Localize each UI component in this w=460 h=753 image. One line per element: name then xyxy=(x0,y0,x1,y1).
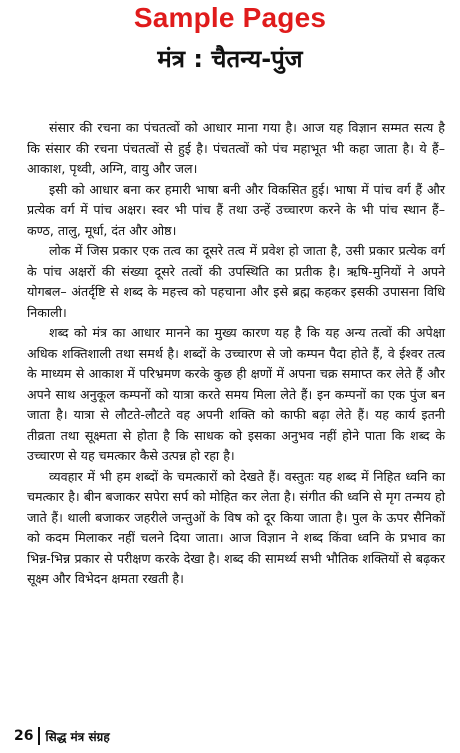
page-footer xyxy=(14,727,110,745)
footer-divider xyxy=(38,727,40,745)
sample-pages-banner: Sample Pages xyxy=(133,2,327,33)
paragraph: लोक में जिस प्रकार एक तत्व का दूसरे तत्व में प्रवेश हो जाता है, उसी प्रकार प्रत्येक वर्ग के पांच अक्षरों की संख्या दूसरे तत्वों की उपस्थिति का प्रतीक है। ऋषि-मुनियों ने अपने योगबल– अंतर्दृष्टि से शब्द के महत्त्व को पहचाना और इसे ब्रह्म कहकर इसकी उपासना विधि निकाली। xyxy=(27,243,445,320)
paragraph: व्यवहार में भी हम शब्दों के चमत्कारों को देखते हैं। वस्तुतः यह शब्द में निहित ध्वनि का चमत्कार है। बीन बजाकर सपेरा सर्प को मोहित कर लेता है। संगीत की ध्वनि से मृग तन्मय हो जाते हैं। थाली बजाकर जहरीले जन्तुओं के विष को दूर किया जाता है। पुल के ऊपर सैनिकों को कदम मिलाकर नहीं चलने दिया जाता। आज विज्ञान ने शब्द किंवा ध्वनि के प्रभाव का भिन्न-भिन्न प्रकार से परीक्षण करके देखा है। शब्द की सामर्थ्य सभी भौतिक शक्तियों से बढ़कर सूक्ष्म और विभेदन क्षमता रखती है। xyxy=(27,468,445,586)
body-text xyxy=(27,118,445,590)
paragraph: शब्द को मंत्र का आधार मानने का मुख्य कारण यह है कि यह अन्य तत्वों की अपेक्षा अधिक शक्तिशाली तथा समर्थ है। शब्दों के उच्चारण से जो कम्पन पैदा होते हैं, वे ईश्वर तत्व के माध्यम से आकाश में परिभ्रमण करके कुछ ही क्षणों में अपना चक्र समाप्त कर लेते हैं और अपने साथ अनुकूल कम्पनों को यात्रा करते समय मिला लेते हैं। इन कम्पनों का एक पुंज बन जाता है। यात्रा से लौटते-लौटते वह अपनी शक्ति को काफी बढ़ा लेते हैं। यह कार्य इतनी तीव्रता तथा सूक्ष्मता से होता है कि साधक को इसका अनुभव नहीं होने पाता कि शब्द के उच्चारण से यह चमत्कार कैसे उत्पन्न हो रहा है। xyxy=(27,325,445,463)
chapter-title: मंत्र : चैतन्य-पुंज xyxy=(157,45,303,73)
page-number: 26 xyxy=(14,728,34,744)
book-title: सिद्ध मंत्र संग्रह xyxy=(45,729,110,744)
paragraph: इसी को आधार बना कर हमारी भाषा बनी और विकसित हुई। भाषा में पांच वर्ग हैं और प्रत्येक वर्ग में पांच अक्षर। स्वर भी पांच हैं तथा उन्हें उच्चारण करने के भी पांच स्थान हैं– कण्ठ, तालु, मूर्धा, दंत और ओष्ठ। xyxy=(27,181,445,238)
paragraph: संसार की रचना का पंचतत्वों को आधार माना गया है। आज यह विज्ञान सम्मत सत्य है कि संसार की रचना पंचतत्वों से हुई है। पंचतत्वों को पंच महाभूत भी कहा जाता है। ये हैं– आकाश, पृथ्वी, अग्नि, वायु और जल। xyxy=(27,120,445,176)
